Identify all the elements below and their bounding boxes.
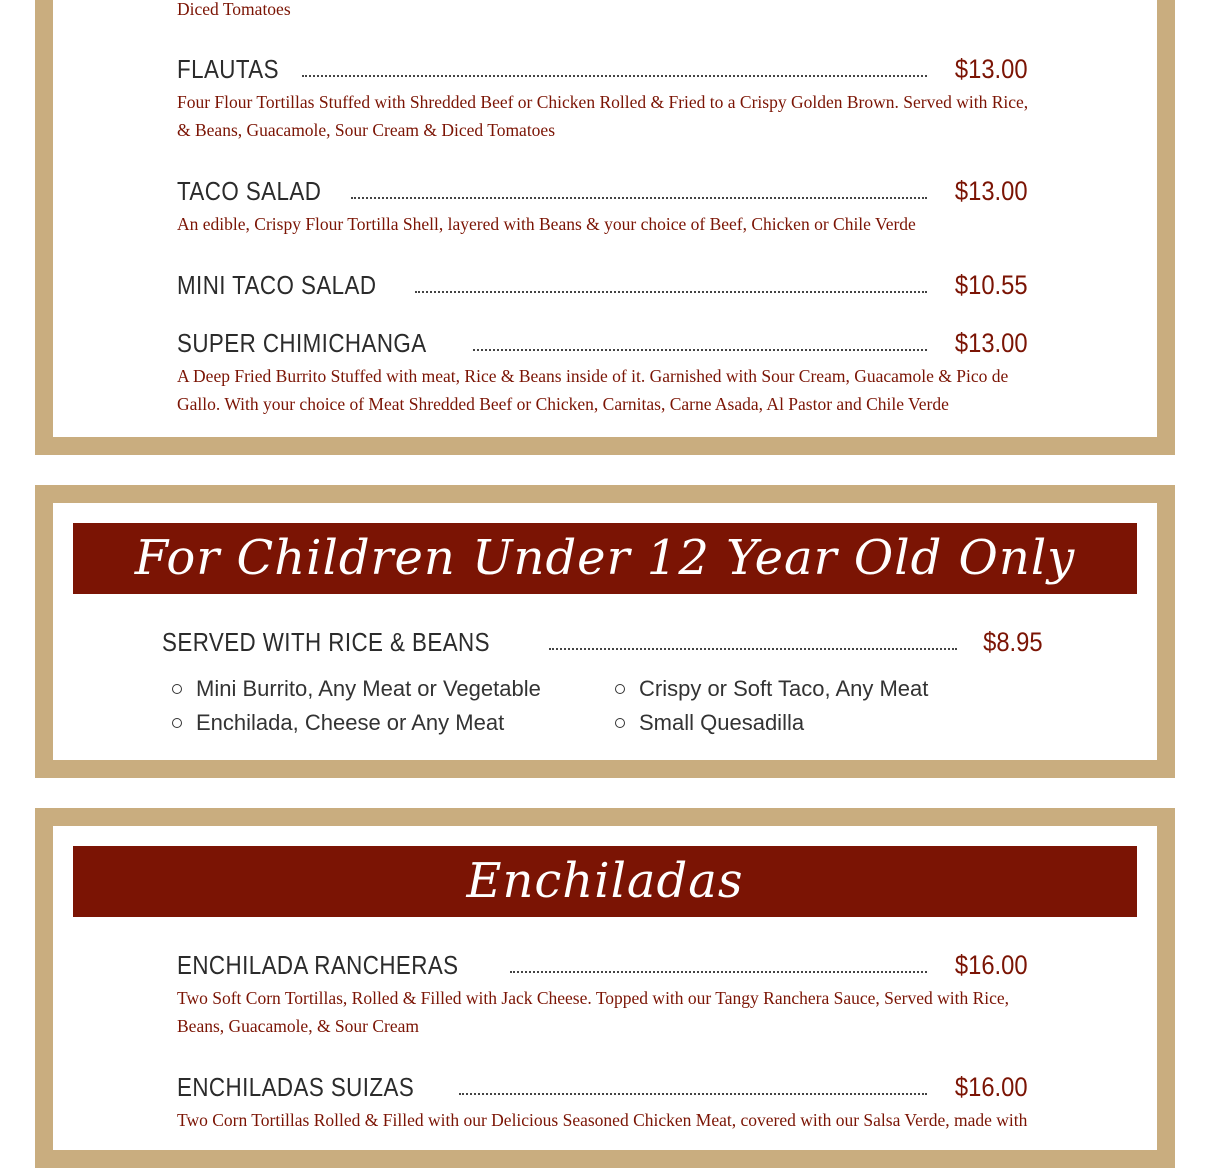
menu-item-kids-meal (162, 621, 1043, 657)
item-description: Two Corn Tortillas Rolled & Filled with our Delicious Seasoned Chicken Meat, covered with our Salsa Verde, made with (177, 1110, 1028, 1130)
item-price: $10.55 (955, 270, 1028, 300)
item-price: $13.00 (955, 176, 1028, 206)
dot-leader (351, 197, 928, 199)
menu-item-taco-salad (177, 170, 1028, 238)
item-description: An edible, Crispy Flour Tortilla Shell, layered with Beans & your choice of Beef, Chicken or Chile Verde (177, 214, 916, 234)
item-price: $16.00 (955, 1072, 1028, 1102)
item-price: $16.00 (955, 950, 1028, 980)
item-description: A Deep Fried Burrito Stuffed with meat, Rice & Beans inside of it. Garnished with Sour Cream, Guacamole & Pico de Gallo. With your choice of Meat Shredded Beef or Chicken, Carnitas, Carne Asada, Al Pastor and Chile Verde (177, 366, 1009, 414)
item-price: $13.00 (955, 54, 1028, 84)
list-item (172, 672, 541, 706)
option-label: Small Quesadilla (639, 710, 805, 735)
item-name: ENCHILADA RANCHERAS (177, 950, 459, 980)
menu-item-enchiladas-suizas (177, 1066, 1028, 1134)
section-title-banner: For Children Under 12 Year Old Only (73, 523, 1137, 594)
menu-item-mini-taco-salad (177, 264, 1028, 300)
option-label: Crispy or Soft Taco, Any Meat (639, 676, 929, 701)
item-description: Two Soft Corn Tortillas, Rolled & Filled with Jack Cheese. Topped with our Tangy Ranchera Sauce, Served with Rice, Beans, Guacamole, & Sour Cream (177, 988, 1010, 1036)
item-name: SUPER CHIMICHANGA (177, 328, 427, 358)
dot-leader (459, 1093, 928, 1095)
bullet-icon (615, 718, 625, 728)
item-name: TACO SALAD (177, 176, 322, 206)
section-title-banner: Enchiladas (73, 846, 1137, 917)
option-label: Enchilada, Cheese or Any Meat (196, 710, 505, 735)
list-item (172, 706, 541, 740)
kids-options-right (615, 672, 928, 740)
item-price: $8.95 (983, 627, 1043, 657)
bullet-icon (172, 684, 182, 694)
item-description: Four Flour Tortillas Stuffed with Shredded Beef or Chicken Rolled & Fried to a Crispy Golden Brown. Served with Rice, & Beans, Guacamole, Sour Cream & Diced Tomatoes (177, 92, 1029, 140)
bullet-icon (172, 718, 182, 728)
dot-leader (473, 349, 927, 351)
list-item (615, 706, 928, 740)
bullet-icon (615, 684, 625, 694)
item-description: Diced Tomatoes (177, 0, 291, 19)
menu-item-flautas (177, 48, 1028, 144)
option-label: Mini Burrito, Any Meat or Vegetable (196, 676, 541, 701)
item-name: MINI TACO SALAD (177, 270, 377, 300)
item-price: $13.00 (955, 328, 1028, 358)
item-name: ENCHILADAS SUIZAS (177, 1072, 415, 1102)
item-name: SERVED WITH RICE & BEANS (162, 627, 490, 657)
dot-leader (510, 971, 927, 973)
list-item (615, 672, 928, 706)
menu-item-enchilada-rancheras (177, 944, 1028, 1040)
dot-leader (415, 291, 927, 293)
kids-options-left (172, 672, 541, 740)
dot-leader (302, 75, 928, 77)
menu-item-super-chimichanga (177, 322, 1028, 418)
item-name: FLAUTAS (177, 54, 280, 84)
dot-leader (549, 648, 957, 650)
